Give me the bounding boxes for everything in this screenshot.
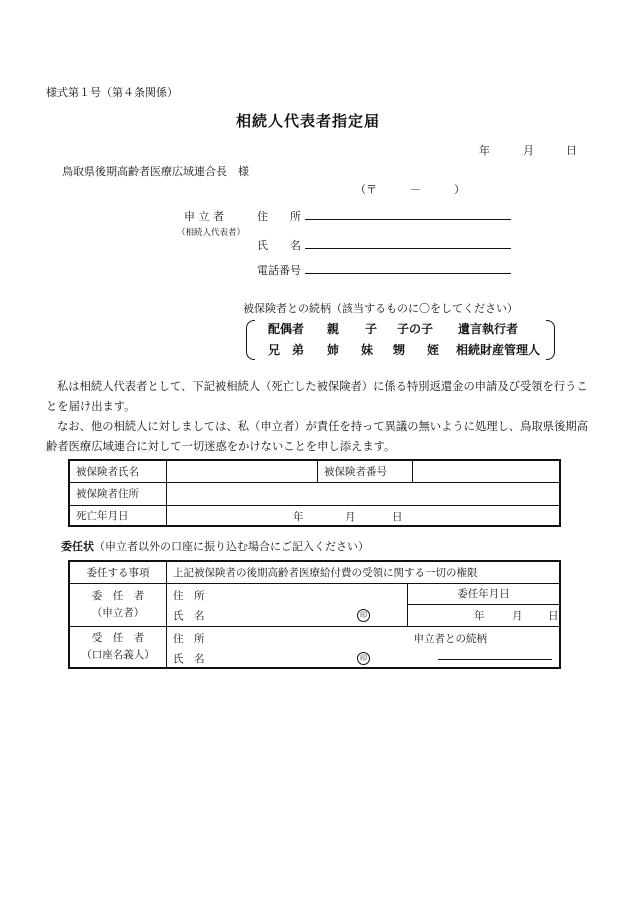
relation-child[interactable]: 子 [365,322,378,336]
delegate-cell [69,626,167,668]
insured-address-field[interactable] [167,482,561,505]
insured-name-label: 被保険者氏名 [69,460,167,482]
paragraph-1: 私は相続人代表者として、下記被相続人（死亡した被保険者）に係る特別返還金の申請及び受領を行うことを届け出ます。 [46,380,588,413]
page-title: 相続人代表者指定届 [236,112,381,130]
delegate-fields[interactable] [167,626,408,668]
relation-younger-sister[interactable]: 妹 [361,343,374,357]
date-month: 月 [523,144,534,157]
delegator-name-label: 氏 名 [173,609,205,622]
name-field[interactable] [305,248,511,249]
death-date-label: 死亡年月日 [69,505,167,526]
delegation-date-label: 委任年月日 [408,584,559,605]
death-date-field[interactable] [167,505,561,526]
date-year: 年 [479,144,490,157]
death-day: 日 [392,510,403,523]
bracket-left [246,320,255,360]
delegate-address-label: 住 所 [173,632,205,645]
matter-label: 委任する事項 [69,561,167,583]
delegate-seal-icon: 印 [357,652,370,665]
bracket-right [546,320,555,360]
applicant-sublabel: （相続人代表者） [177,228,246,238]
delegation-year: 年 [474,609,485,622]
paragraph-2: なお、他の相続人に対しましては、私（申立者）が責任を持って異議の無いように処理し、鳥取県後期高齢者医療広域連合に対して一切迷惑をかけないことを申し添えます。 [46,420,588,453]
relation-grandchild[interactable]: 子の子 [397,322,434,336]
delegate-relation-label: 申立者との続柄 [413,632,487,645]
proxy-title: 委任状 [61,540,94,553]
delegation-date-cell [408,583,561,626]
proxy-note: （申立者以外の口座に振り込む場合にご記入ください） [94,540,369,553]
matter-text: 上記被保険者の後期高齢者医療給付費の受領に関する一切の権限 [167,561,561,583]
insured-number-label: 被保険者番号 [318,460,413,482]
proxy-table [68,560,561,669]
phone-field[interactable] [305,273,511,274]
relation-younger-brother[interactable]: 弟 [292,343,305,357]
addressee: 鳥取県後期高齢者医療広域連合長 様 [62,165,249,178]
relation-nephew[interactable]: 甥 [393,343,406,357]
delegator-address-label: 住 所 [173,589,205,602]
delegate-sublabel: （口座名義人） [81,648,155,661]
delegator-label: 委 任 者 [91,589,145,602]
relation-elder-brother[interactable]: 兄 [268,343,281,357]
insured-name-field[interactable] [167,460,318,482]
relation-niece[interactable]: 姪 [427,343,440,357]
proxy-heading [61,538,369,554]
death-month: 月 [345,510,356,523]
form-number: 様式第１号（第４条関係） [46,86,178,99]
relation-estate-administrator[interactable]: 相続財産管理人 [456,343,541,357]
delegation-day: 日 [548,609,559,622]
delegation-month: 月 [512,609,523,622]
insured-number-field[interactable] [413,460,561,482]
delegate-name-label: 氏 名 [173,652,205,665]
relation-parent[interactable]: 親 [327,322,340,336]
delegator-fields[interactable] [167,583,408,626]
relation-executor[interactable]: 遺言執行者 [458,322,519,336]
address-field[interactable] [305,219,511,220]
postal-code: （〒 － ） [355,183,465,196]
date-day: 日 [566,144,577,157]
relation-elder-sister[interactable]: 姉 [327,343,340,357]
delegator-cell [69,583,167,626]
body-text [46,377,592,457]
insured-address-label: 被保険者住所 [69,482,167,505]
delegator-sublabel: （申立者） [91,606,145,619]
delegate-relation-field[interactable] [438,659,552,660]
relation-caption: 被保険者との続柄（該当するものに〇をしてください） [243,302,518,315]
relation-spouse[interactable]: 配偶者 [268,322,305,336]
phone-label: 電話番号 [257,264,301,277]
death-year: 年 [293,510,304,523]
applicant-label: 申 立 者 [184,210,224,223]
address-label: 住 所 [257,210,301,223]
delegate-label: 受 任 者 [91,631,145,644]
insured-table [68,459,561,527]
delegator-seal-icon: 印 [357,609,370,622]
name-label: 氏 名 [257,239,301,252]
delegate-relation-cell[interactable] [408,626,561,668]
delegation-date-field[interactable] [408,605,559,626]
